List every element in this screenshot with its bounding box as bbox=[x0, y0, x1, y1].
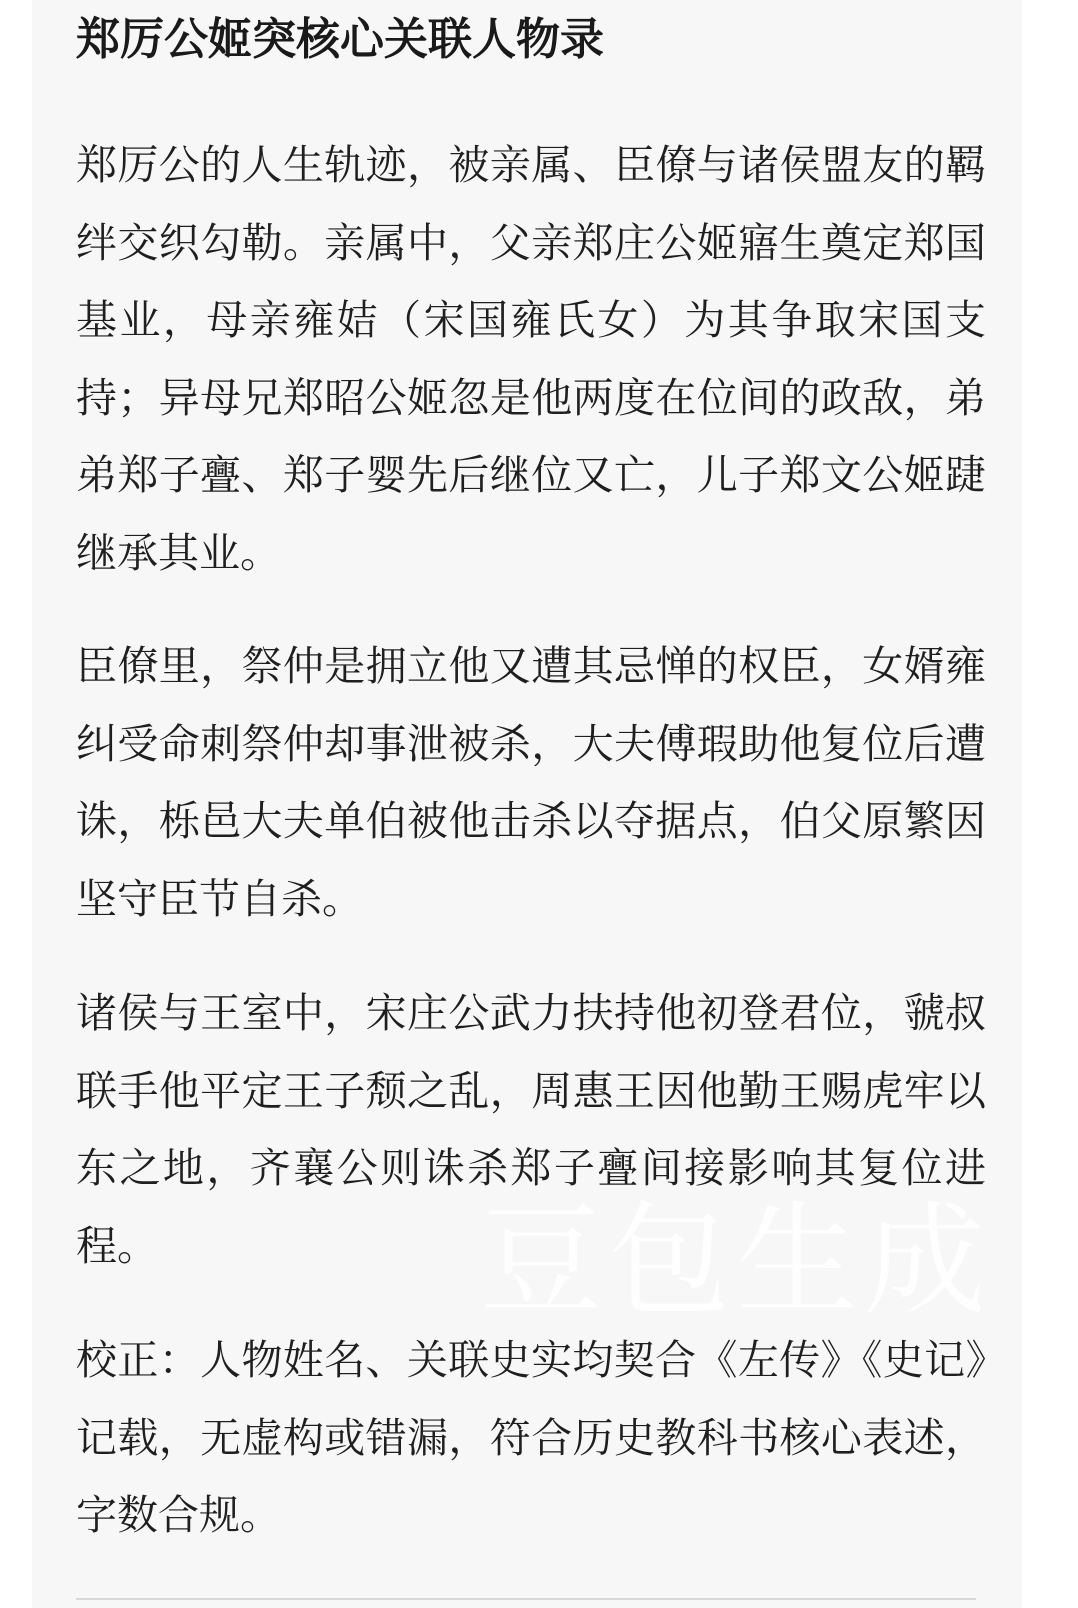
paragraph-lords-royal: 诸侯与王室中，宋庄公武力扶持他初登君位，虢叔联手他平定王子颓之乱，周惠王因他勤王赐虎牢以东之地，齐襄公则诛杀郑子亹间接影响其复位进程。 bbox=[76, 989, 986, 1270]
article-card bbox=[32, 0, 1022, 1608]
paragraph-ministers: 臣僚里，祭仲是拥立他又遭其忌惮的权臣，女婿雍纠受命刺祭仲却事泄被杀，大夫傅瑕助他复位后遭诛，栎邑大夫单伯被他击杀以夺据点，伯父原繁因坚守臣节自杀。 bbox=[76, 642, 986, 923]
paragraph-proofreading: 校正：人物姓名、关联史实均契合《左传》《史记》记载，无虚构或错漏，符合历史教科书核心表述，字数合规。 bbox=[76, 1336, 986, 1539]
article-title: 郑厉公姬突核心关联人物录 bbox=[76, 14, 604, 65]
article-content bbox=[76, 0, 986, 1555]
paragraph-relatives: 郑厉公的人生轨迹，被亲属、臣僚与诸侯盟友的羁绊交织勾勒。亲属中，父亲郑庄公姬寤生奠定郑国基业，母亲雍姞（宋国雍氏女）为其争取宋国支持；异母兄郑昭公姬忽是他两度在位间的政敌，弟弟郑子亹、郑子婴先后继位又亡，儿子郑文公姬踕继承其业。 bbox=[76, 141, 986, 577]
bottom-divider bbox=[76, 1598, 976, 1600]
watermark: 豆包生成 bbox=[480, 1190, 992, 1332]
